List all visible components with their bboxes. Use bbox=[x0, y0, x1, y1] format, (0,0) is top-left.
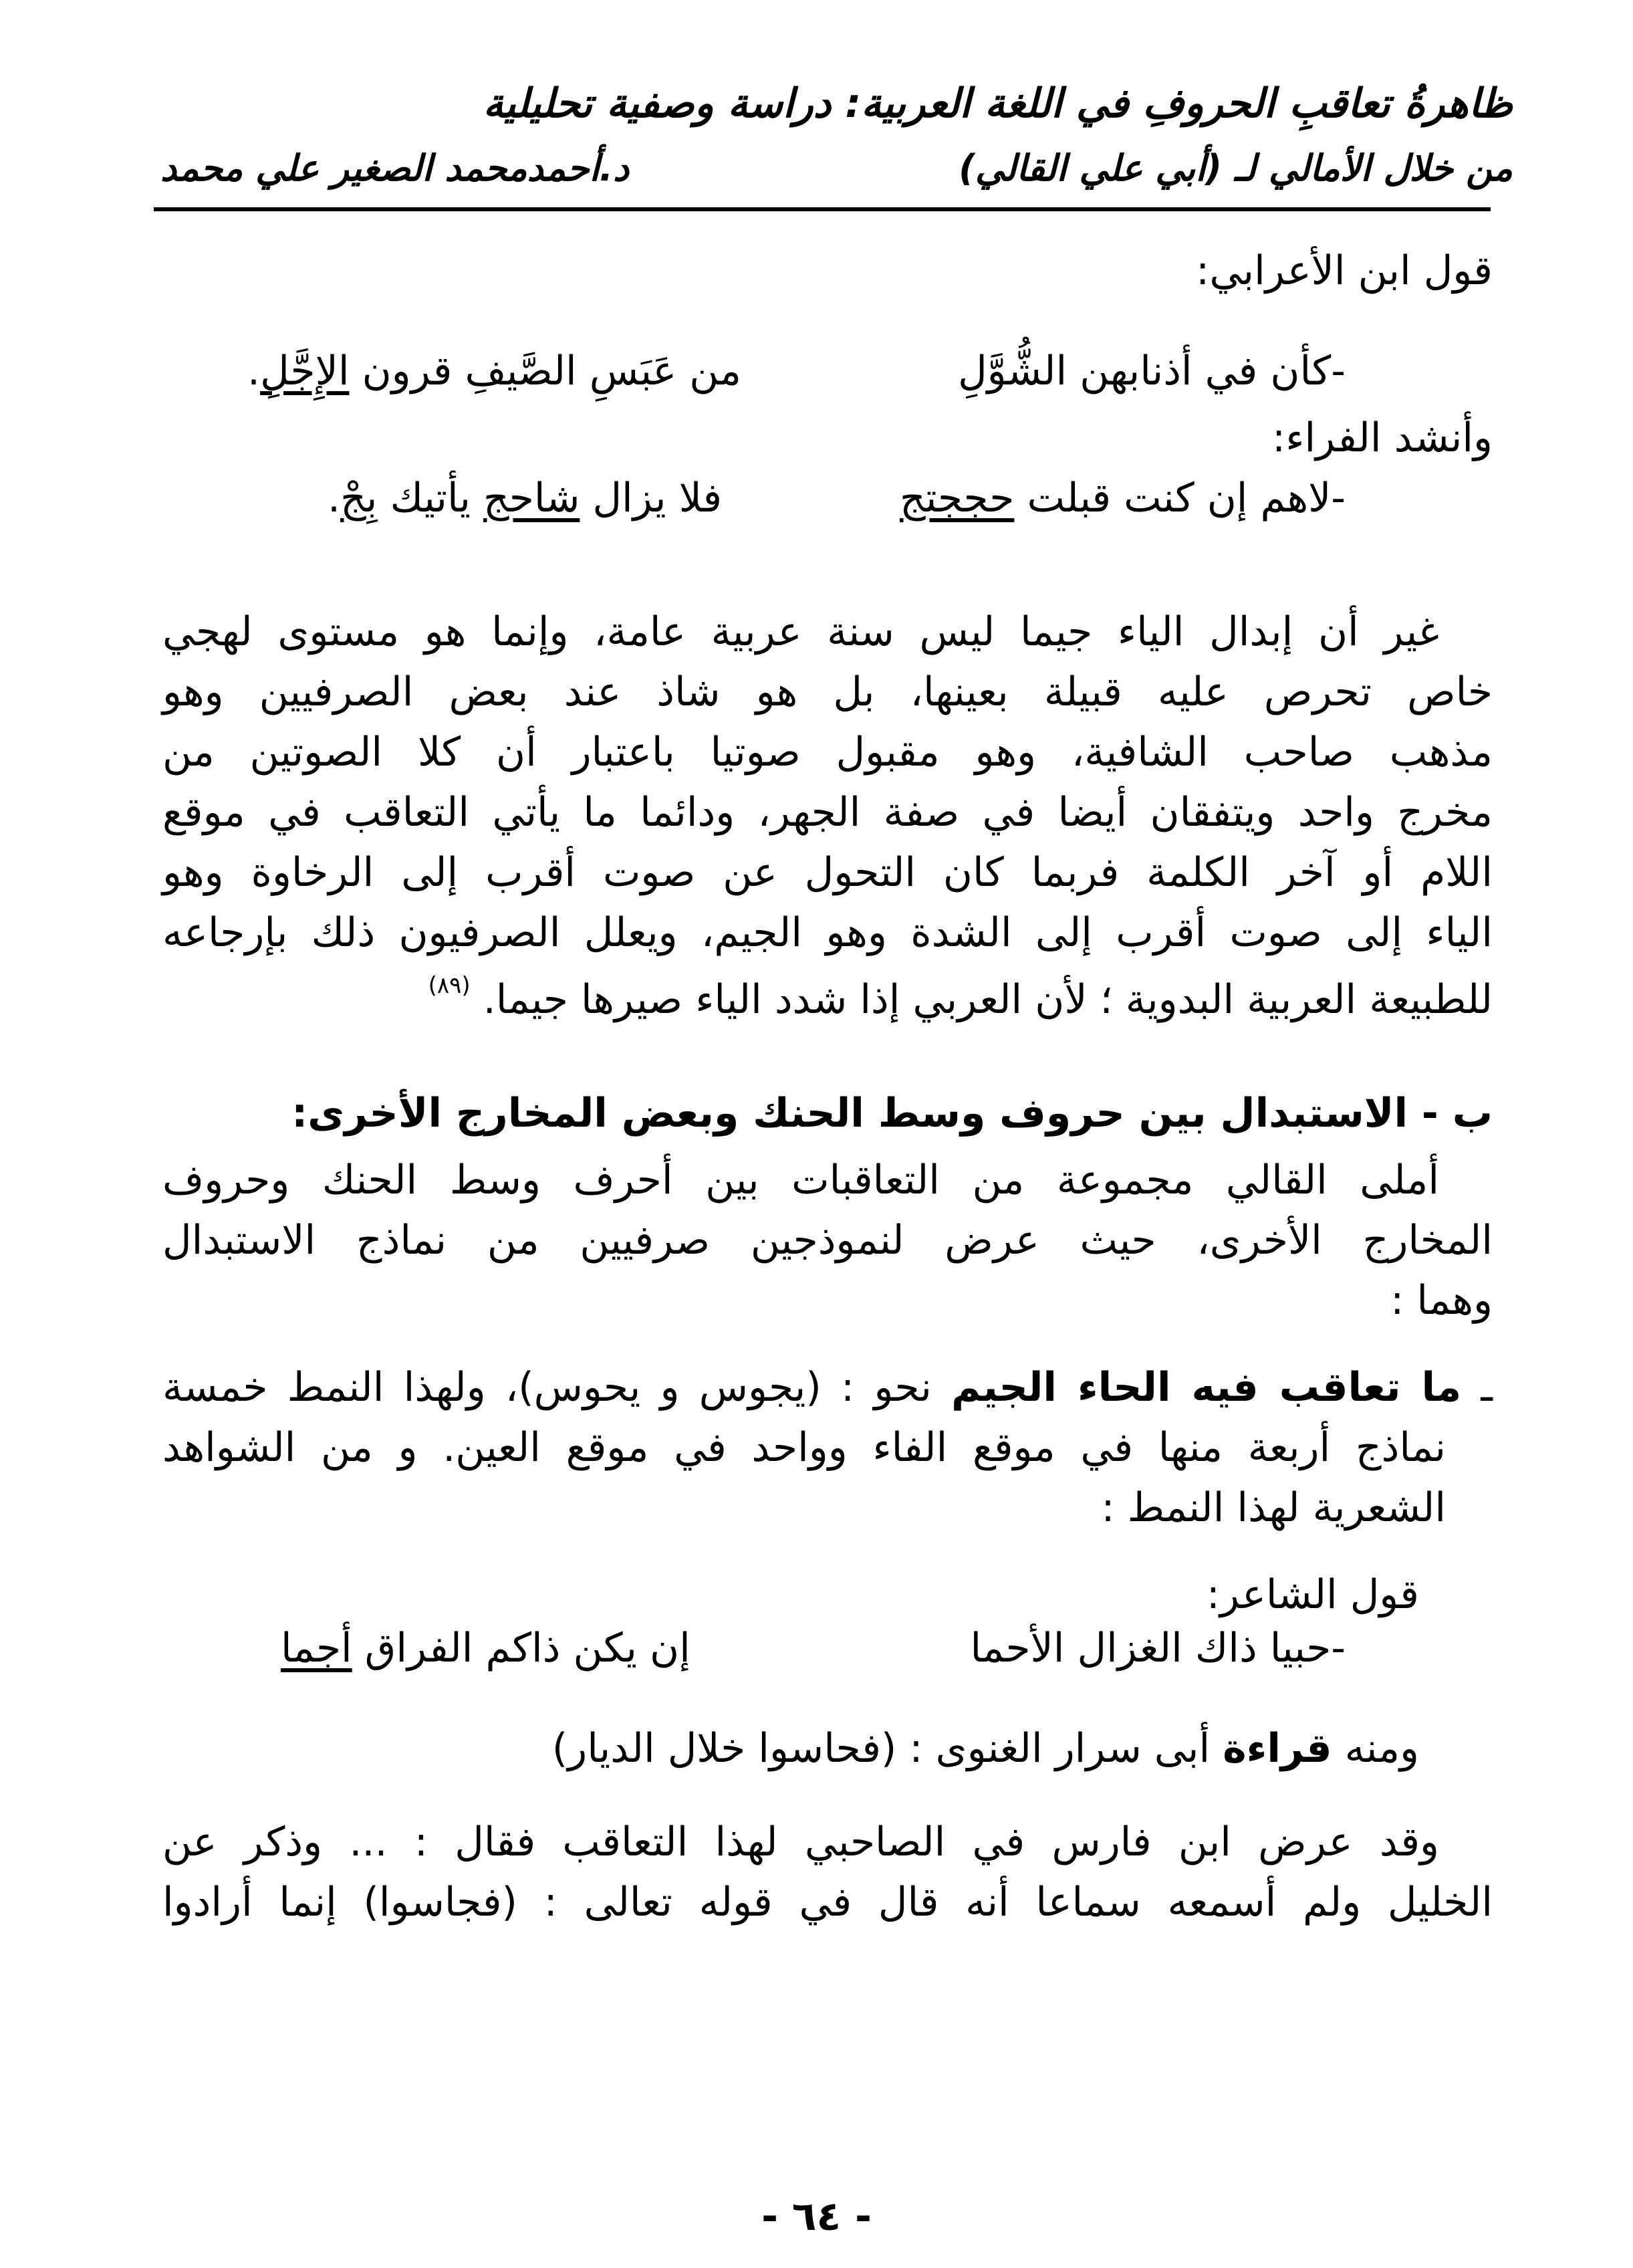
verse2-underlined-word-1: حججتج bbox=[899, 475, 1015, 522]
section-heading: ب - الاستبدال بين حروف وسط الحنك وبعض المخارج الأخرى: bbox=[291, 1090, 1493, 1137]
para1-line-7: للطبيعة العربية البدوية ؛ لأن العربي إذا شدد الياء صيرها جيما. $^{(٨٩)}$ bbox=[428, 972, 1493, 1023]
para3-line-2: الخليل ولم أسمعه سماعا أنه قال في قوله تعالى : (فجاسوا) إنما أرادوا bbox=[162, 1879, 1493, 1926]
para3-line-1: وقد عرض ابن فارس في الصاحبي لهذا التعاقب فقال : ... وذكر عن bbox=[162, 1819, 1439, 1865]
running-header-title: ظاهرةُ تعاقبِ الحروفِ في اللغة العربية: دراسة وصفية تحليلية bbox=[483, 80, 1513, 127]
para1-line-5: اللام أو آخر الكلمة فربما كان التحول عن صوت أقرب إلى الرخاوة وهو bbox=[162, 849, 1493, 896]
para1-line-3: مذهب صاحب الشافية، وهو مقبول صوتيا باعتبار أن كلا الصوتين من bbox=[162, 729, 1493, 776]
poet-intro: قول الشاعر: bbox=[1206, 1571, 1419, 1618]
bullet-bold-phrase: ما تعاقب فيه الحاء الجيم bbox=[951, 1364, 1462, 1411]
verse2-first-hemistich: -لاهم إن كنت قبلت حججتج bbox=[899, 475, 1346, 522]
verse3-second-hemistich: إن يكن ذاكم الفراق أجما bbox=[281, 1625, 690, 1672]
para2-line-3: وهما : bbox=[1390, 1277, 1493, 1324]
qiraah-line: ومنه قراءة أبى سرار الغنوى : (فحاسوا خلال الديار) bbox=[551, 1725, 1419, 1772]
page-number: - ٦٤ - bbox=[761, 2193, 872, 2240]
qiraah-bold-word: قراءة bbox=[1223, 1725, 1332, 1772]
verse2-second-hemistich: فلا يزال شاحج يأتيك بِجْ. bbox=[328, 475, 723, 522]
bullet-line-2: نماذج أربعة منها في موقع الفاء وواحد في موقع العين. و من الشواهد bbox=[162, 1424, 1446, 1471]
running-header-subtitle: من خلال الأمالي لـ (أبي علي القالي) bbox=[959, 147, 1513, 189]
intro-farra: وأنشد الفراء: bbox=[1272, 415, 1493, 461]
bullet-line-1: ـ ما تعاقب فيه الحاء الجيم نحو : (يجوس و يحوس)، ولهذا النمط خمسة bbox=[162, 1364, 1493, 1411]
intro-ibn-alarabi: قول ابن الأعرابي: bbox=[1196, 247, 1493, 294]
verse3-underlined-word: أجما bbox=[281, 1625, 352, 1672]
para2-line-1: أملى القالي مجموعة من التعاقبات بين أحرف وسط الحنك وحروف bbox=[162, 1157, 1439, 1204]
para1-line-1: غير أن إبدال الياء جيما ليس سنة عربية عامة، وإنما هو مستوى لهجي bbox=[162, 608, 1439, 655]
verse1-underlined-word: الإِجَّلِ bbox=[260, 348, 350, 394]
verse1-first-hemistich: -كأن في أذنابهن الشُّوَّلِ bbox=[958, 348, 1346, 394]
verse3-first-hemistich: -حبيا ذاك الغزال الأحما bbox=[970, 1625, 1346, 1672]
running-header-author: د.أحمدمحمد الصغير علي محمد bbox=[160, 147, 630, 189]
footnote-reference: (٨٩) bbox=[428, 972, 471, 999]
verse2-underlined-word-3: بِجْ bbox=[340, 475, 378, 522]
bullet-line-3: الشعرية لهذا النمط : bbox=[1101, 1484, 1446, 1531]
para2-line-2: المخارج الأخرى، حيث عرض لنموذجين صرفيين من نماذج الاستبدال bbox=[162, 1217, 1493, 1264]
header-divider bbox=[154, 207, 1491, 211]
para1-line-6: الياء إلى صوت أقرب إلى الشدة وهو الجيم، ويعلل الصرفيون ذلك بإرجاعه bbox=[162, 909, 1493, 956]
bullet-dash: ـ bbox=[1461, 1364, 1493, 1411]
para1-line-2: خاص تحرص عليه قبيلة بعينها، بل هو شاذ عند بعض الصرفيين وهو bbox=[162, 669, 1493, 715]
verse1-second-hemistich: من عَبَسِ الصَّيفِ قرون الإِجَّلِ. bbox=[247, 348, 742, 394]
para1-line-4: مخرج واحد ويتفقان أيضا في صفة الجهر، ودائما ما يأتي التعاقب في موقع bbox=[162, 789, 1493, 836]
verse2-underlined-word-2: شاحج bbox=[483, 475, 580, 522]
